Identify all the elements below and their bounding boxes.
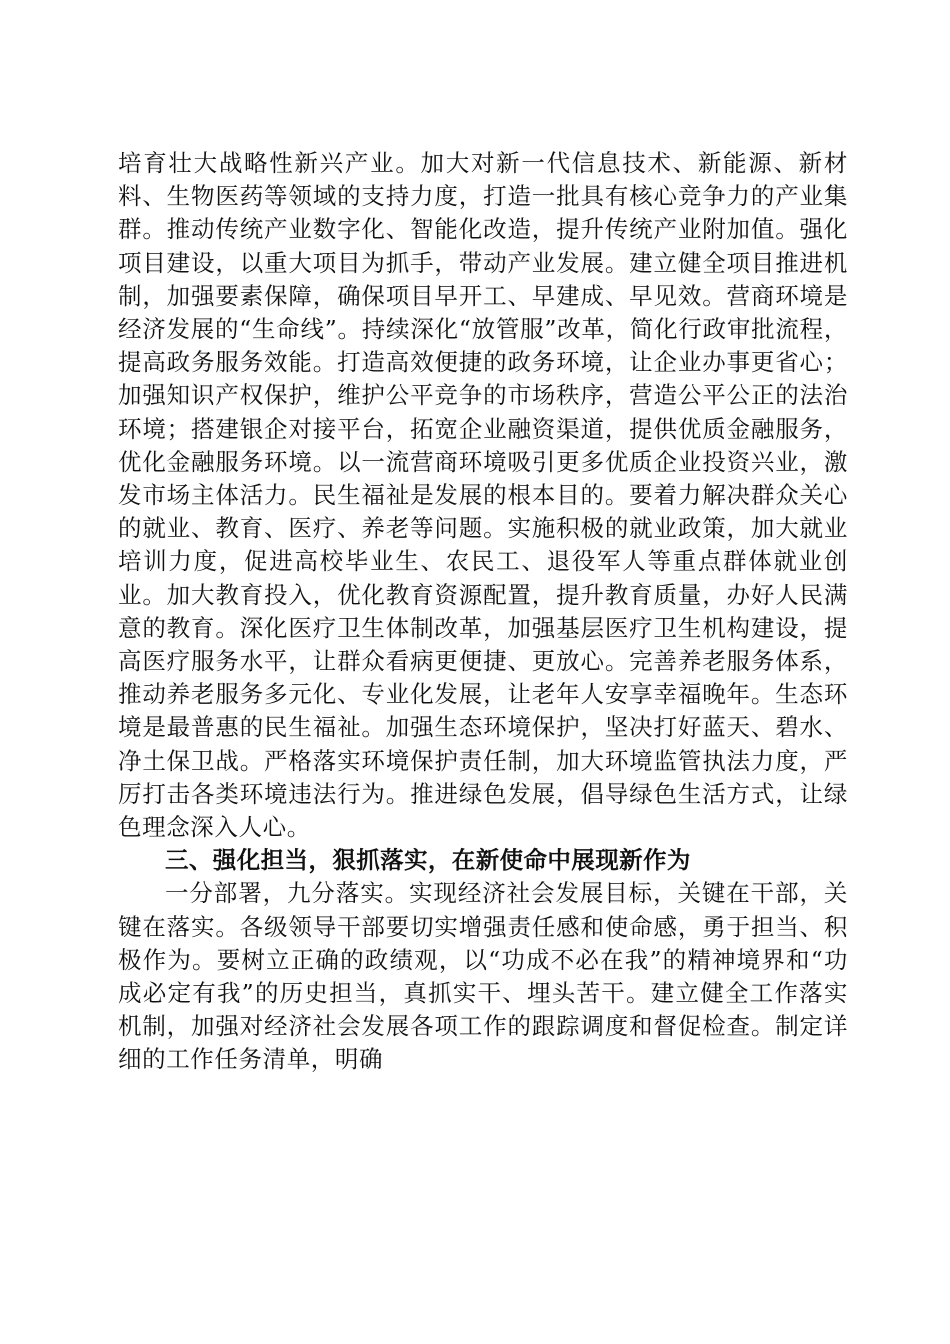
- body-paragraph-1: 培育壮大战略性新兴产业。加大对新一代信息技术、新能源、新材料、生物医药等领域的支持力度，打造一批具有核心竞争力的产业集群。推动传统产业数字化、智能化改造，提升传统产业附加值。强化项目建设，以重大项目为抓手，带动产业发展。建立健全项目推进机制，加强要素保障，确保项目早开工、早建成、早见效。营商环境是经济发展的“生命线”。持续深化“放管服”改革，简化行政审批流程，提高政务服务效能。打造高效便捷的政务环境，让企业办事更省心；加强知识产权保护，维护公平竞争的市场秩序，营造公平公正的法治环境；搭建银企对接平台，拓宽企业融资渠道，提供优质金融服务，优化金融服务环境。以一流营商环境吸引更多优质企业投资兴业，激发市场主体活力。民生福祉是发展的根本目的。要着力解决群众关心的就业、教育、医疗、养老等问题。实施积极的就业政策，加大就业培训力度，促进高校毕业生、农民工、退役军人等重点群体就业创业。加大教育投入，优化教育资源配置，提升教育质量，办好人民满意的教育。深化医疗卫生体制改革，加强基层医疗卫生机构建设，提高医疗服务水平，让群众看病更便捷、更放心。完善养老服务体系，推动养老服务多元化、专业化发展，让老年人安享幸福晚年。生态环境是最普惠的民生福祉。加强生态环境保护，坚决打好蓝天、碧水、净土保卫战。严格落实环境保护责任制，加大环境监管执法力度，严厉打击各类环境违法行为。推进绿色发展，倡导绿色生活方式，让绿色理念深入人心。: [118, 149, 848, 842]
- section-heading: 三、强化担当，狠抓落实，在新使命中展现新作为: [165, 846, 691, 875]
- document-body: [118, 147, 848, 1077]
- body-paragraph-2: 一分部署，九分落实。实现经济社会发展目标，关键在干部，关键在落实。各级领导干部要切实增强责任感和使命感，勇于担当、积极作为。要树立正确的政绩观，以“功成不必在我”的精神境界和“功成必定有我”的历史担当，真抓实干、埋头苦干。建立健全工作落实机制，加强对经济社会发展各项工作的跟踪调度和督促检查。制定详细的工作任务清单，明确: [118, 879, 848, 1074]
